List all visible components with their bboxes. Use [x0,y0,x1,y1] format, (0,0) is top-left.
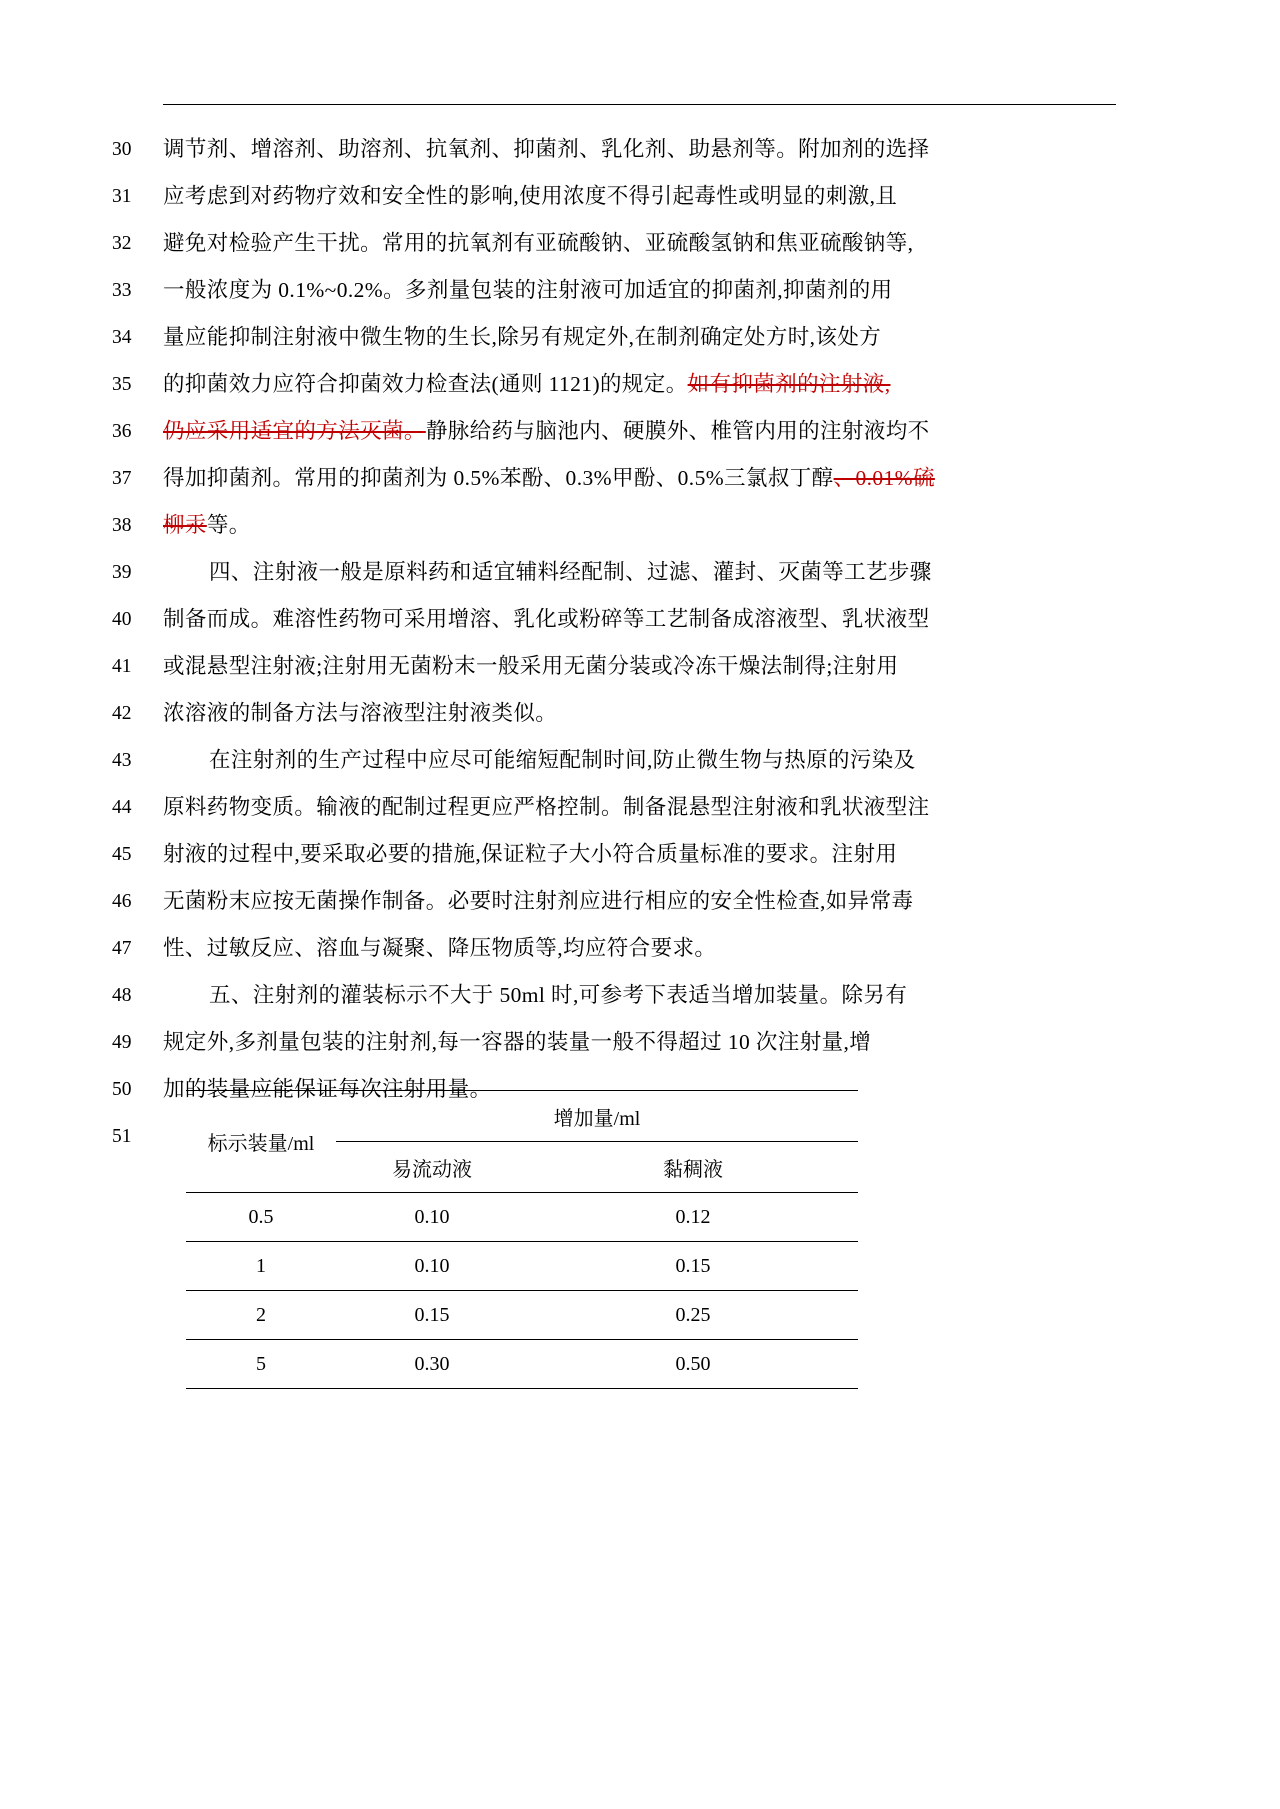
table-header-cell-sub1: 易流动液 [336,1142,528,1193]
header-rule [163,104,1116,105]
table-cell: 0.5 [186,1193,336,1242]
line-text [163,596,1280,643]
table-cell: 0.15 [528,1242,858,1291]
text-line [0,361,1280,408]
line-number: 48 [112,985,132,1006]
line-text [163,737,1280,784]
table-row [186,1242,858,1291]
line-text [163,314,1280,361]
line-text [163,1019,1280,1066]
line-segment: 量应能抑制注射液中微生物的生长,除另有规定外,在制剂确定处方时,该处方 [163,325,882,349]
document-body [0,126,1280,1160]
line-segment: 应考虑到对药物疗效和安全性的影响,使用浓度不得引起毒性或明显的刺激,且 [163,184,898,208]
line-text [163,831,1280,878]
table-cell: 0.10 [336,1193,528,1242]
text-line [0,972,1280,1019]
text-line [0,502,1280,549]
line-text [163,126,1280,173]
line-segment: 原料药物变质。输液的配制过程更应严格控制。制备混悬型注射液和乳状液型注 [163,795,930,819]
line-text [163,549,1280,596]
line-number: 31 [112,186,132,207]
line-segment: 静脉给药与脑池内、硬膜外、椎管内用的注射液均不 [425,419,930,443]
text-line [0,690,1280,737]
line-segment: 调节剂、增溶剂、助溶剂、抗氧剂、抑菌剂、乳化剂、助悬剂等。附加剂的选择 [163,137,930,161]
text-line [0,126,1280,173]
table-cell: 5 [186,1340,336,1389]
line-number: 37 [112,468,132,489]
line-text [163,408,1280,455]
text-line [0,925,1280,972]
line-segment: 避免对检验产生干扰。常用的抗氧剂有亚硫酸钠、亚硫酸氢钠和焦亚硫酸钠等, [163,231,914,255]
deleted-text: 如有抑菌剂的注射液, [687,372,891,396]
line-text [163,972,1280,1019]
line-number: 32 [112,233,132,254]
deleted-text: 仍应采用适宜的方法灭菌。 [163,419,426,443]
text-line [0,408,1280,455]
line-text [163,690,1280,737]
text-line [0,737,1280,784]
table-cell: 1 [186,1242,336,1291]
line-number: 30 [112,139,132,160]
line-number: 34 [112,327,132,348]
text-line [0,455,1280,502]
line-number: 47 [112,938,132,959]
line-number: 43 [112,750,132,771]
line-number: 40 [112,609,132,630]
line-segment: 性、过敏反应、溶血与凝聚、降压物质等,均应符合要求。 [163,936,717,960]
table-header-cell-sub2: 黏稠液 [528,1142,858,1193]
line-number: 45 [112,844,132,865]
table-cell: 0.30 [336,1340,528,1389]
line-segment: 得加抑菌剂。常用的抑菌剂为 0.5%苯酚、0.3%甲酚、0.5%三氯叔丁醇 [163,466,834,490]
text-line [0,878,1280,925]
line-text [163,878,1280,925]
line-text [163,267,1280,314]
line-number: 49 [112,1032,132,1053]
line-number: 39 [112,562,132,583]
line-segment: 的抑菌效力应符合抑菌效力检查法(通则 1121)的规定。 [163,372,688,396]
line-segment: 规定外,多剂量包装的注射剂,每一容器的装量一般不得超过 10 次注射量,增 [163,1030,872,1054]
line-text [163,502,1280,549]
line-number: 41 [112,656,132,677]
text-line [0,784,1280,831]
table-cell: 0.50 [528,1340,858,1389]
line-segment: 加的装量应能保证每次注射用量。 [163,1077,492,1101]
line-segment: 在注射剂的生产过程中应尽可能缩短配制时间,防止微生物与热原的污染及 [209,748,916,772]
line-number: 35 [112,374,132,395]
line-number: 33 [112,280,132,301]
table-cell: 0.10 [336,1242,528,1291]
line-text [163,173,1280,220]
line-text [163,643,1280,690]
line-text [163,925,1280,972]
injection-fill-volume-table [186,1090,858,1389]
table-header-cell-group: 增加量/ml [336,1091,858,1142]
line-segment: 五、注射剂的灌装标示不大于 50ml 时,可参考下表适当增加装量。除另有 [209,983,908,1007]
line-text [163,220,1280,267]
line-number: 38 [112,515,132,536]
line-number: 44 [112,797,132,818]
table-cell: 0.12 [528,1193,858,1242]
text-line [0,596,1280,643]
text-line [0,549,1280,596]
line-segment: 射液的过程中,要采取必要的措施,保证粒子大小符合质量标准的要求。注射用 [163,842,898,866]
table-header-cell-label: 标示装量/ml [186,1091,336,1193]
text-line [0,267,1280,314]
line-segment: 等。 [206,513,251,537]
table-cell: 2 [186,1291,336,1340]
table-row [186,1340,858,1389]
line-number: 46 [112,891,132,912]
line-number: 36 [112,421,132,442]
text-line [0,173,1280,220]
line-number: 51 [112,1126,132,1147]
line-number: 50 [112,1079,132,1100]
line-segment: 四、注射液一般是原料药和适宜辅料经配制、过滤、灌封、灭菌等工艺步骤 [209,560,932,584]
text-line [0,220,1280,267]
line-segment: 制备而成。难溶性药物可采用增溶、乳化或粉碎等工艺制备成溶液型、乳状液型 [163,607,930,631]
line-segment: 无菌粉末应按无菌操作制备。必要时注射剂应进行相应的安全性检查,如异常毒 [163,889,914,913]
line-segment: 或混悬型注射液;注射用无菌粉末一般采用无菌分装或冷冻干燥法制得;注射用 [163,654,899,678]
text-line [0,314,1280,361]
deleted-text: 柳汞 [163,513,207,537]
text-line [0,831,1280,878]
line-text [163,784,1280,831]
text-line [0,1019,1280,1066]
data-table [186,1090,858,1389]
table-cell: 0.25 [528,1291,858,1340]
table-header-row [186,1091,858,1142]
line-text [163,455,1280,502]
line-text [163,361,1280,408]
line-number: 42 [112,703,132,724]
table-row [186,1193,858,1242]
line-segment: 浓溶液的制备方法与溶液型注射液类似。 [163,701,558,725]
table-row [186,1291,858,1340]
text-line [0,643,1280,690]
deleted-text: 、0.01%硫 [833,466,935,490]
line-segment: 一般浓度为 0.1%~0.2%。多剂量包装的注射液可加适宜的抑菌剂,抑菌剂的用 [163,278,893,302]
table-cell: 0.15 [336,1291,528,1340]
